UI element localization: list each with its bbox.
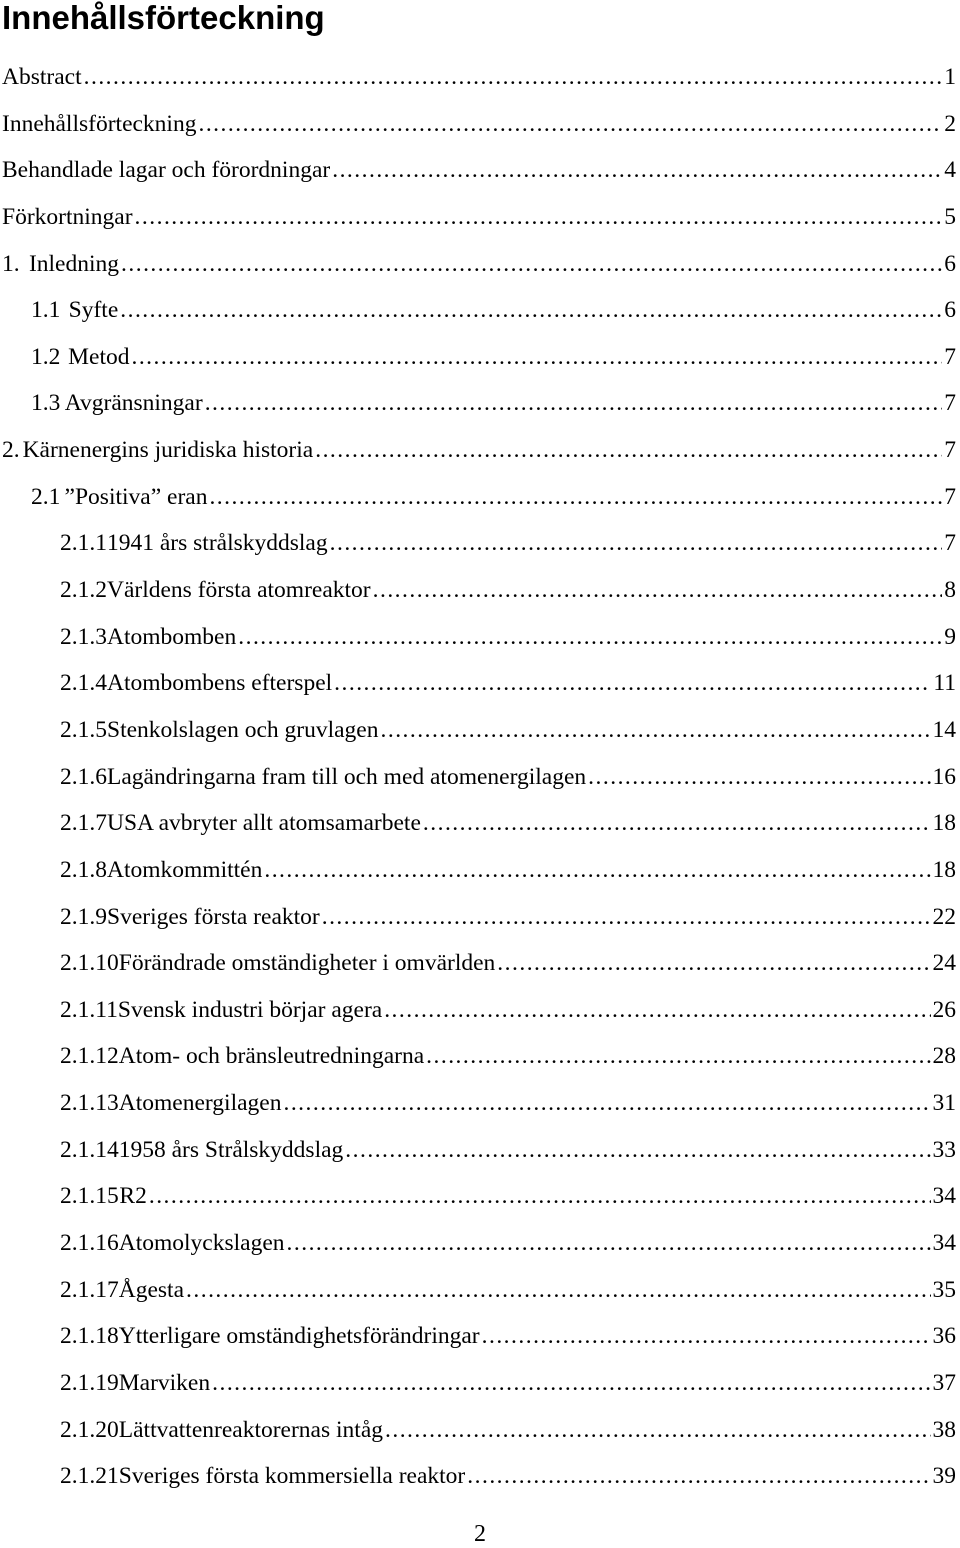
toc-entry[interactable] (0, 149, 960, 196)
toc-entry-number: 1.2 (31, 343, 61, 370)
toc-leader-dots (264, 857, 930, 884)
toc-entry-text: Svensk industri börjar agera (117, 996, 383, 1023)
toc-entry-number: 2.1.9 (60, 903, 107, 930)
toc-leader-dots (131, 344, 942, 371)
toc-entry-text: Atomolyckslagen (118, 1230, 285, 1257)
toc-leader-dots (205, 390, 943, 417)
toc-entry[interactable] (0, 942, 960, 989)
toc-entry[interactable] (0, 429, 960, 476)
toc-leader-dots (283, 1090, 930, 1117)
toc-entry-text: Förändrade omständigheter i omvärlden (118, 950, 496, 977)
toc-entry-page: 7 (944, 437, 956, 464)
toc-leader-dots (322, 904, 931, 931)
toc-entry-number: 2.1.12 (60, 1043, 119, 1070)
toc-entry-page: 6 (944, 250, 956, 277)
toc-entry-page: 36 (932, 1323, 956, 1350)
toc-entry-page: 9 (944, 623, 956, 650)
toc-leader-dots (588, 764, 930, 791)
toc-entry-text: Metod (68, 343, 130, 370)
toc-entry[interactable] (0, 569, 960, 616)
toc-leader-dots (384, 997, 930, 1024)
toc-entry-text: Kärnenergins juridiska historia (22, 437, 314, 464)
toc-entry-page: 33 (932, 1136, 956, 1163)
toc-entry-page: 7 (944, 530, 956, 557)
toc-entry-page: 14 (932, 716, 956, 743)
toc-entry-page: 2 (944, 110, 956, 137)
toc-entry[interactable] (0, 476, 960, 523)
toc-entry-text: Abstract (2, 64, 82, 90)
toc-leader-dots (149, 1183, 931, 1210)
toc-entry-page: 39 (932, 1463, 956, 1490)
toc-entry-number: 2.1.3 (60, 623, 107, 650)
toc-leader-dots (482, 1323, 931, 1350)
toc-entry[interactable] (0, 1455, 960, 1502)
toc-entry-page: 16 (932, 763, 956, 790)
toc-entry-text: Lagändringarna fram till och med atomenergilagen (107, 763, 587, 790)
toc-leader-dots (381, 717, 931, 744)
toc-leader-dots (330, 530, 943, 557)
toc-entry-text: Inledning (28, 250, 120, 277)
toc-entry-number: 1. (2, 250, 20, 277)
toc-entry-text: Lättvattenreaktorernas intåg (118, 1416, 383, 1443)
toc-entry[interactable] (0, 1362, 960, 1409)
toc-entry-page: 7 (944, 483, 956, 510)
toc-entry-number: 2.1.13 (60, 1090, 119, 1117)
toc-leader-dots (186, 1277, 930, 1304)
toc-entry-number: 2.1.7 (60, 810, 107, 837)
toc-entry-number: 2.1.21 (60, 1463, 119, 1490)
toc-entry-page: 18 (932, 856, 956, 883)
toc-entry[interactable] (0, 849, 960, 896)
toc-entry-text: Sveriges första reaktor (107, 903, 320, 930)
toc-entry-page: 11 (933, 670, 956, 697)
toc-entry-number: 2.1.15 (60, 1183, 119, 1210)
toc-entry-page: 8 (944, 577, 956, 604)
toc-entry-text: Stenkolslagen och gruvlagen (107, 716, 379, 743)
table-of-contents (0, 56, 960, 1502)
toc-entry-page: 5 (944, 203, 956, 230)
toc-entry-page: 7 (944, 343, 956, 370)
toc-entry[interactable] (0, 1409, 960, 1456)
toc-entry-text: Atom- och bränsleutredningarna (118, 1043, 425, 1070)
toc-entry-page: 18 (932, 810, 956, 837)
toc-leader-dots (287, 1230, 931, 1257)
toc-leader-dots (373, 577, 943, 604)
toc-entry-page: 4 (944, 157, 956, 184)
toc-entry-page: 22 (932, 903, 956, 930)
toc-entry-number: 1.1 (31, 297, 61, 324)
toc-entry-text: Ytterligare omständighetsförändringar (118, 1323, 480, 1350)
toc-entry-text: Behandlade lagar och förordningar (2, 157, 331, 184)
toc-entry-text: Marviken (118, 1369, 211, 1396)
toc-leader-dots (315, 437, 942, 464)
toc-leader-dots (385, 1417, 931, 1444)
toc-entry[interactable] (0, 709, 960, 756)
toc-entry-number: 2.1.14 (60, 1136, 119, 1163)
toc-entry-page: 1 (944, 64, 956, 90)
toc-entry-number: 1.3 (31, 390, 61, 417)
toc-leader-dots (467, 1463, 930, 1490)
toc-leader-dots (209, 484, 942, 511)
toc-entry-number: 2.1.16 (60, 1230, 119, 1257)
toc-entry[interactable] (0, 1222, 960, 1269)
toc-entry[interactable] (0, 616, 960, 663)
toc-entry-text: Innehållsförteckning (2, 110, 197, 137)
toc-entry-page: 28 (932, 1043, 956, 1070)
toc-entry[interactable] (0, 1315, 960, 1362)
toc-leader-dots (198, 111, 942, 138)
toc-entry[interactable] (0, 336, 960, 383)
toc-entry[interactable] (0, 56, 960, 103)
toc-entry-page: 35 (932, 1276, 956, 1303)
toc-leader-dots (120, 297, 942, 324)
toc-entry[interactable] (0, 802, 960, 849)
toc-leader-dots (334, 670, 931, 697)
toc-entry[interactable] (0, 289, 960, 336)
toc-entry-number: 2.1.2 (60, 577, 107, 604)
toc-entry-text: Syfte (68, 297, 119, 324)
toc-entry-text: 1941 års strålskyddslag (107, 530, 328, 557)
toc-entry[interactable] (0, 896, 960, 943)
toc-entry[interactable] (0, 382, 960, 429)
toc-entry-page: 31 (932, 1090, 956, 1117)
toc-entry-text: Ågesta (118, 1276, 185, 1303)
toc-entry-number: 2.1.6 (60, 763, 107, 790)
toc-entry-text: USA avbryter allt atomsamarbete (107, 810, 421, 837)
toc-entry-number: 2.1 (31, 483, 61, 510)
toc-entry-text: Världens första atomreaktor (107, 577, 371, 604)
toc-entry-page: 37 (932, 1369, 956, 1396)
toc-entry-number: 2.1.8 (60, 856, 107, 883)
toc-entry-number: 2.1.5 (60, 716, 107, 743)
toc-entry[interactable] (0, 1269, 960, 1316)
toc-entry-number: 2.1.1 (60, 530, 107, 557)
toc-entry-text: Atombomben (107, 623, 237, 650)
toc-entry-text: R2 (119, 1183, 147, 1210)
toc-leader-dots (135, 204, 943, 231)
toc-entry[interactable] (0, 522, 960, 569)
toc-entry-page: 34 (932, 1183, 956, 1210)
toc-leader-dots (238, 624, 942, 651)
toc-entry-number: 2.1.20 (60, 1416, 119, 1443)
toc-entry-number: 2. (2, 437, 20, 464)
toc-leader-dots (497, 950, 930, 977)
toc-entry-text: Atombombens efterspel (107, 670, 333, 697)
toc-entry-text: ”Positiva” eran (64, 483, 208, 510)
toc-entry[interactable] (0, 756, 960, 803)
toc-entry-number: 2.1.17 (60, 1276, 119, 1303)
toc-leader-dots (345, 1137, 930, 1164)
toc-entry-number: 2.1.18 (60, 1323, 119, 1350)
toc-entry[interactable] (0, 196, 960, 243)
toc-entry[interactable] (0, 1129, 960, 1176)
toc-entry-number: 2.1.11 (60, 996, 118, 1023)
toc-entry[interactable] (0, 1082, 960, 1129)
toc-entry[interactable] (0, 103, 960, 150)
toc-entry-text: Atomenergilagen (118, 1090, 282, 1117)
toc-entry-number: 2.1.4 (60, 670, 107, 697)
toc-entry-page: 6 (944, 297, 956, 324)
toc-entry[interactable] (0, 1175, 960, 1222)
toc-entry-text: 1958 års Strålskyddslag (118, 1136, 344, 1163)
page-title: Innehållsförteckning (2, 0, 325, 36)
toc-entry-text: Sveriges första kommersiella reaktor (118, 1463, 466, 1490)
toc-entry-page: 7 (944, 390, 956, 417)
toc-leader-dots (212, 1370, 930, 1397)
toc-leader-dots (423, 810, 931, 837)
toc-entry-text: Förkortningar (2, 203, 133, 230)
toc-leader-dots (84, 64, 943, 91)
toc-entry[interactable] (0, 989, 960, 1036)
toc-entry[interactable] (0, 662, 960, 709)
toc-entry[interactable] (0, 1035, 960, 1082)
toc-entry-text: Atomkommittén (107, 856, 263, 883)
toc-entry-number: 2.1.10 (60, 950, 119, 977)
toc-leader-dots (332, 157, 942, 184)
toc-entry-number: 2.1.19 (60, 1369, 119, 1396)
toc-entry-page: 38 (932, 1416, 956, 1443)
toc-entry[interactable] (0, 243, 960, 290)
toc-entry-page: 24 (932, 950, 956, 977)
toc-entry-text: Avgränsningar (64, 390, 203, 417)
toc-entry-page: 26 (932, 996, 956, 1023)
toc-leader-dots (426, 1043, 930, 1070)
toc-entry-page: 34 (932, 1230, 956, 1257)
page-number: 2 (474, 1521, 486, 1547)
toc-leader-dots (121, 251, 942, 278)
